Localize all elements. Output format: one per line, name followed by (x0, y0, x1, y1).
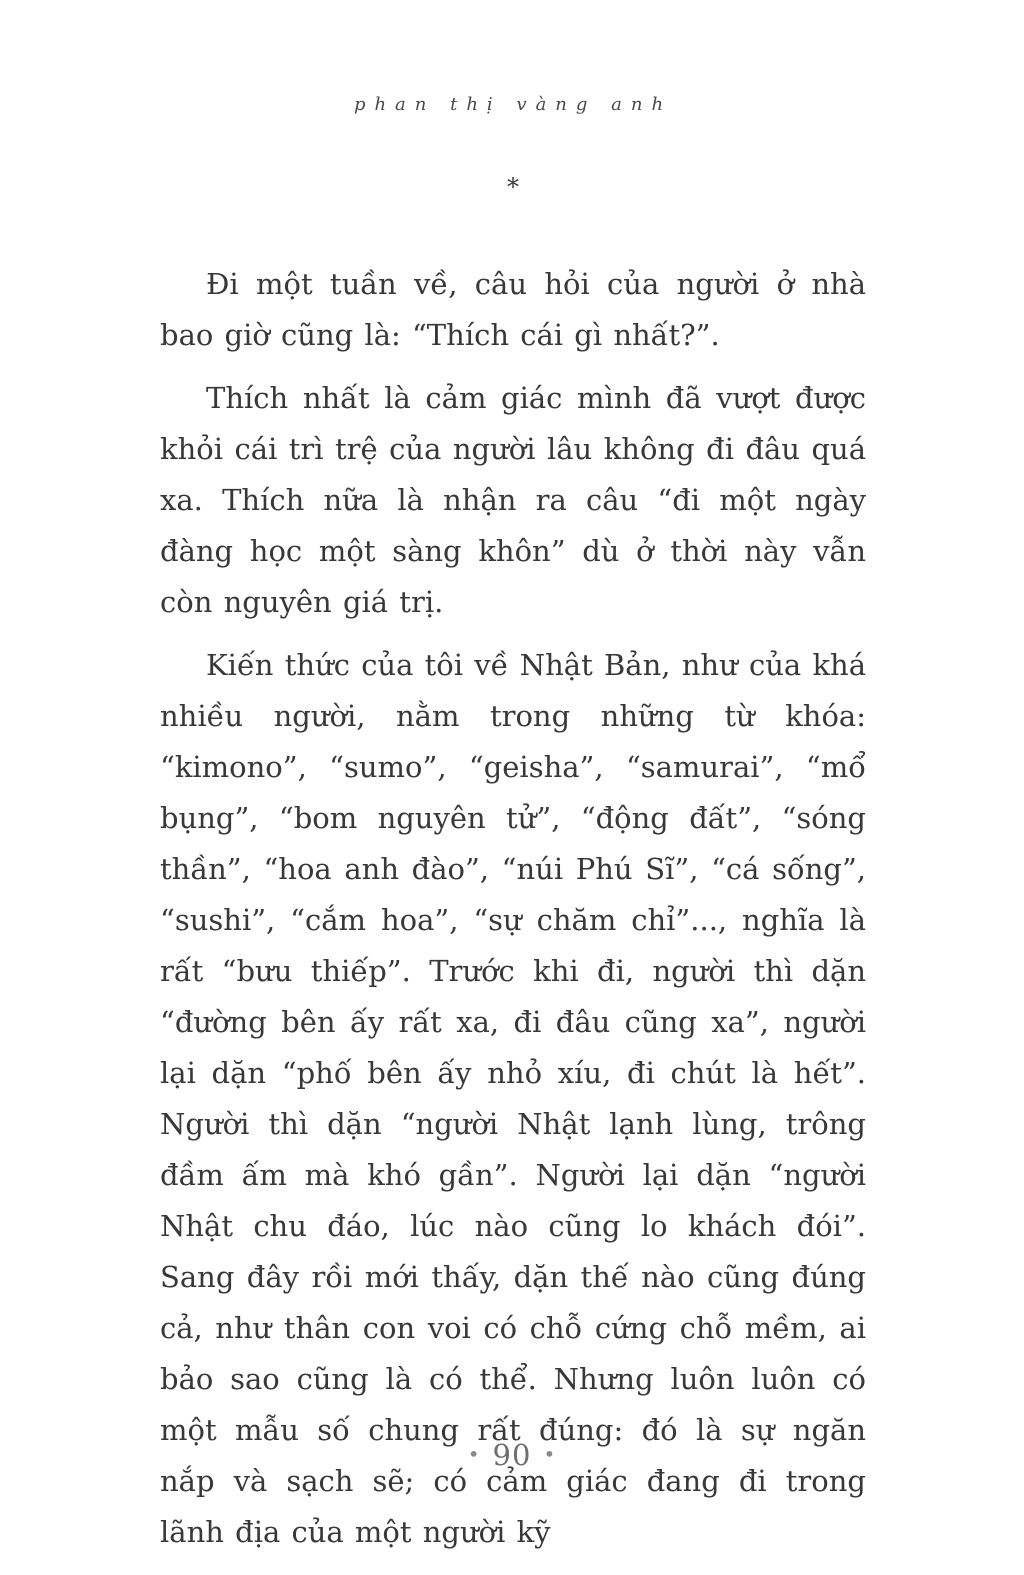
footer-bullet-left: • (467, 1442, 481, 1466)
page-number: 90 (492, 1438, 532, 1472)
paragraph: Đi một tuần về, câu hỏi của người ở nhà bao giờ cũng là: “Thích cái gì nhất?”. (160, 267, 866, 352)
page-footer (0, 1438, 1024, 1472)
paragraph: Thích nhất là cảm giác mình đã vượt được khỏi cái trì trệ của người lâu không đi đâu quá xa. Thích nữa là nhận ra câu “đi một ngày đàng học một sàng khôn” dù ở thời này vẫn còn nguyên giá trị. (160, 381, 866, 619)
footer-bullet-right: • (543, 1442, 557, 1466)
running-header-author: phan thị vàng anh (353, 94, 673, 115)
section-separator-asterisk: * (507, 173, 519, 201)
paragraph: Kiến thức của tôi về Nhật Bản, như của khá nhiều người, nằm trong những từ khóa: “kimono”, “sumo”, “geisha”, “samurai”, “mổ bụng”, “bom nguyên tử”, “động đất”, “sóng thần”, “hoa anh đào”, “núi Phú Sĩ”, “cá sống”, “sushi”, “cắm hoa”, “sự chăm chỉ”..., nghĩa là rất “bưu thiếp”. Trước khi đi, người thì dặn “đường bên ấy rất xa, đi đâu cũng xa”, người lại dặn “phố bên ấy nhỏ xíu, đi chút là hết”. Người thì dặn “người Nhật lạnh lùng, trông đầm ấm mà khó gần”. Người lại dặn “người Nhật chu đáo, lúc nào cũng lo khách đói”. Sang đây rồi mới thấy, dặn thế nào cũng đúng cả, như thân con voi có chỗ cứng chỗ mềm, ai bảo sao cũng là có thể. Nhưng luôn luôn có một mẫu số chung rất đúng: đó là sự ngăn nắp và sạch sẽ; có cảm giác đang đi trong lãnh địa của một người kỹ (160, 648, 866, 1549)
page-body-text (160, 259, 866, 1558)
